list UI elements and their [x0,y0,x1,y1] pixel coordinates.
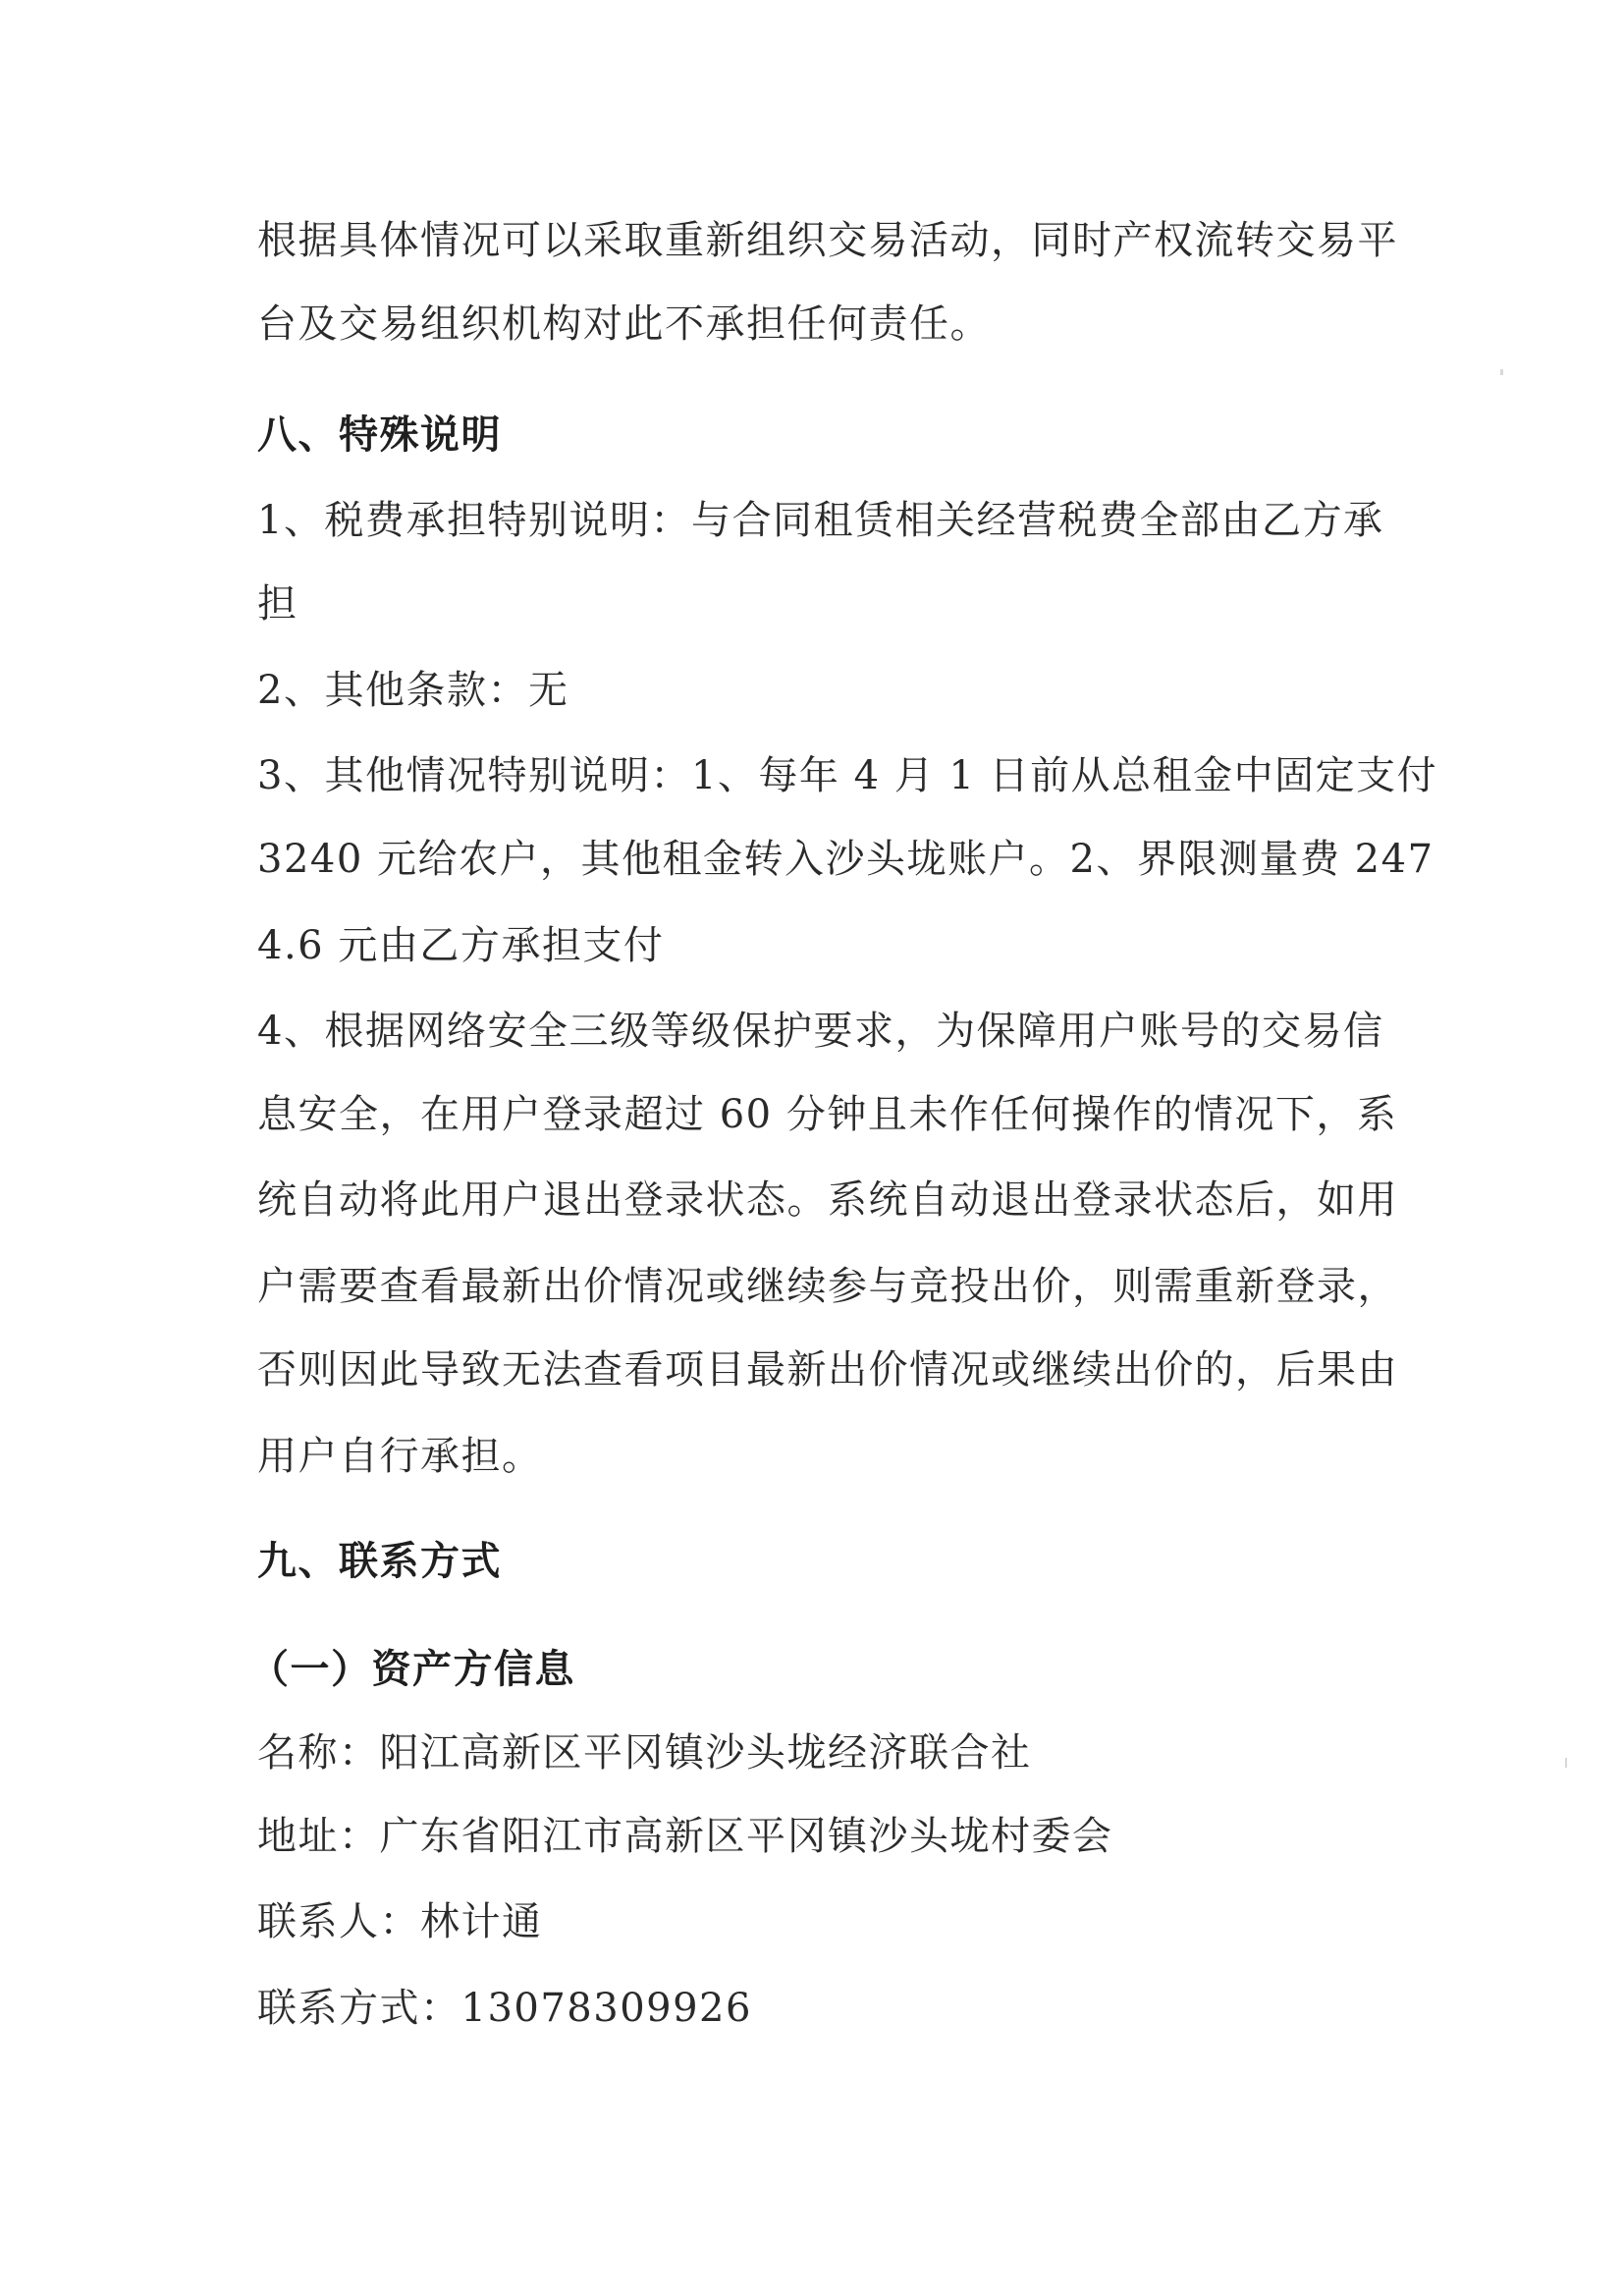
special-note-item-4-cont: 户需要查看最新出价情况或继续参与竞投出价，则需重新登录， [257,1264,1398,1309]
contact-field-phone [257,1985,752,2032]
special-note-item-4-cont: 息安全，在用户登录超过 60 分钟且未作任何操作的情况下，系 [257,1092,1398,1137]
field-value: 13078309926 [460,1986,752,2031]
special-note-item-3-cont: 4.6 元由乙方承担支付 [257,923,665,968]
section-heading-contact: 九、联系方式 [257,1538,502,1584]
scan-artifact [1500,369,1503,375]
field-label: 联系方式： [257,1986,461,2031]
field-label: 联系人： [257,1899,420,1944]
field-value: 阳江高新区平冈镇沙头垅经济联合社 [379,1730,1032,1776]
contact-field-address [257,1813,1113,1860]
special-note-item-4: 4、根据网络安全三级等级保护要求，为保障用户账号的交易信 [257,1009,1384,1054]
field-label: 名称： [257,1730,380,1776]
scan-artifact [1565,1758,1567,1768]
section-heading-special-notes: 八、特殊说明 [257,411,502,458]
special-note-item-1-cont: 担 [257,581,298,627]
special-note-item-2: 2、其他条款：无 [257,668,569,713]
paragraph-line: 根据具体情况可以采取重新组织交易活动，同时产权流转交易平 [257,218,1398,263]
special-note-item-1: 1、税费承担特别说明：与合同租赁相关经营税费全部由乙方承 [257,498,1384,543]
special-note-item-3-cont: 3240 元给农户，其他租金转入沙头垅账户。2、界限测量费 247 [257,837,1434,882]
special-note-item-4-cont: 统自动将此用户退出登录状态。系统自动退出登录状态后，如用 [257,1177,1398,1223]
contact-field-name [257,1729,1032,1777]
special-note-item-4-cont: 用户自行承担。 [257,1434,543,1479]
field-value: 林计通 [420,1899,543,1944]
contact-field-person [257,1898,543,1945]
subsection-heading-asset-owner: （一）资产方信息 [249,1646,575,1692]
paragraph-line: 台及交易组织机构对此不承担任何责任。 [257,301,991,347]
special-note-item-3: 3、其他情况特别说明：1、每年 4 月 1 日前从总租金中固定支付 [257,753,1438,798]
field-label: 地址： [257,1814,380,1859]
field-value: 广东省阳江市高新区平冈镇沙头垅村委会 [379,1814,1113,1859]
special-note-item-4-cont: 否则因此导致无法查看项目最新出价情况或继续出价的，后果由 [257,1347,1398,1393]
